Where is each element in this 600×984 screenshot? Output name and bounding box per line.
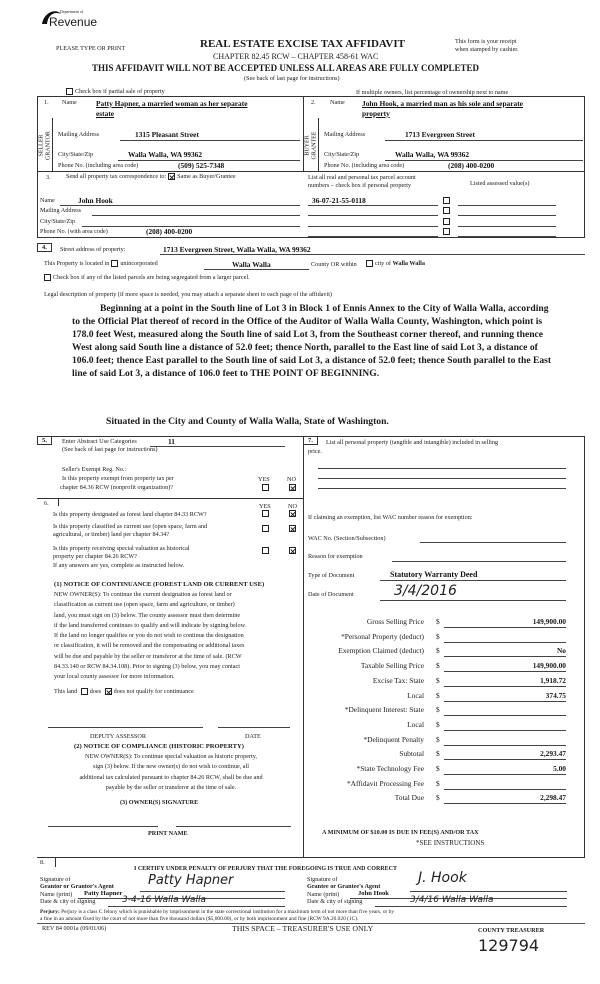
fee-row (306, 617, 568, 629)
fee-label: Exemption Claimed (deduct) (338, 646, 424, 656)
dollar-sign: $ (436, 764, 440, 773)
buyer-mailing-address[interactable]: 1713 Evergreen Street (405, 130, 475, 139)
completion-warning: THIS AFFIDAVIT WILL NOT BE ACCEPTED UNLESS ALL AREAS ARE FULLY COMPLETED (92, 63, 480, 73)
grantor-date-city[interactable]: 3-4-16 Walla Walla (122, 895, 206, 905)
notice-line: will be due and payable by the seller or transferor at the time of sale. (RCW (54, 652, 242, 660)
fee-label: Gross Selling Price (366, 617, 424, 626)
dollar-sign: $ (436, 675, 440, 685)
grantee-date-city[interactable]: 3/4/16 Walla Walla (410, 895, 494, 905)
multiple-owners-note: If multiple owners, list percentage of ownership next to name (356, 89, 509, 96)
historical-no-checkbox[interactable] (287, 547, 298, 554)
fee-label: Local (407, 690, 424, 700)
correspondence-name[interactable]: John Hook (78, 196, 113, 205)
personal-property-line[interactable] (318, 468, 566, 469)
fee-row (306, 632, 568, 644)
fee-row (306, 691, 568, 703)
wac-number-field[interactable] (420, 542, 566, 543)
fee-row (306, 764, 568, 776)
current-use-yes-checkbox[interactable] (260, 525, 271, 532)
notice-line: land, you must sign on (3) below. The county assessor must then determine (54, 611, 241, 619)
legal-description: Beginning at a point in the South line of Lot 3 in Block 1 of Ennis Annex to the City of Walla Walla, according to the Official Plat thereof of record in the Office of the Auditor of Walla Walla County, Washington, which point is 178.0 feet West, measured along the South line of said Lot 3, from the Southeast corner thereof, and running thence West along said South line a distance of 52.0 feet; thence North, parallel to the East line of said Lot 3, a distance of 106.0 feet; thence East parallel to the South line of said Lot 3, a distance of 52.0 feet; thence South parallel to the East line of said Lot 3, a distance of 106.0 feet to THE POINT OF BEGINNING. (72, 303, 552, 379)
grantee-print-name[interactable]: John Hook (358, 890, 389, 897)
dollar-sign: $ (436, 617, 440, 626)
notice-line: NEW OWNER(S): To continue special valuation as historic property, (85, 753, 257, 760)
notice-line: If the land no longer qualifies or you do not wish to continue the designation (54, 632, 244, 640)
fee-row (306, 793, 568, 805)
form-title: REAL ESTATE EXCISE TAX AFFIDAVIT (200, 38, 405, 50)
buyer-phone[interactable]: (208) 400-0200 (448, 161, 495, 170)
fee-label: *Delinquent Interest: State (344, 705, 424, 715)
buyer-name[interactable]: John Hook, a married man as his sole and separate (362, 99, 523, 108)
fee-value[interactable]: 2,298.47 (444, 793, 566, 804)
notice-of-compliance (46, 752, 296, 794)
notice-line: classification as current use (open space, farm and agriculture, or timber) (54, 601, 235, 609)
seller-mailing-address[interactable]: 1315 Pleasant Street (135, 130, 199, 139)
exempt-yes-checkbox[interactable] (260, 484, 271, 491)
fee-label: Excise Tax: State (372, 675, 424, 685)
fee-value[interactable] (444, 735, 566, 746)
buyer-grantee-label: BUYER GRANTEE (304, 131, 317, 160)
fee-label: *Affidavit Processing Fee (346, 778, 424, 788)
seller-phone[interactable]: (509) 525-7348 (178, 161, 225, 170)
document-type[interactable]: Statutory Warranty Deed (390, 570, 478, 579)
fee-row (306, 779, 568, 791)
fee-value[interactable]: 5.00 (444, 764, 566, 775)
fee-value[interactable]: 1,918.72 (444, 676, 566, 687)
notice-line: payable by the seller or transferor at the time of sale. (105, 784, 237, 792)
dollar-sign: $ (436, 793, 440, 803)
fee-label: *Personal Property (deduct) (341, 631, 424, 641)
receipt-note-1: This form is your receipt (455, 38, 517, 45)
perjury-notice: Perjury: Perjury is a class C felony which is punishable by imprisonment in the state correctional institution for a maximum term of not more than five years, or by (40, 909, 395, 915)
logo-small-text: Department of (60, 9, 84, 14)
fee-row (306, 661, 568, 673)
buyer-city[interactable]: Walla Walla, WA 99362 (395, 150, 470, 159)
fee-label: Local (407, 719, 424, 729)
logo (40, 8, 110, 30)
see-back-note: (See back of last page for instructions) (244, 75, 340, 82)
notice-line: 84.33.140 or RCW 84.34.108). Prior to signing (3) below, you may contact (54, 663, 240, 671)
personal-property-line[interactable] (318, 478, 566, 479)
type-note: PLEASE TYPE OR PRINT (56, 45, 126, 52)
dollar-sign: $ (436, 734, 440, 744)
fee-value[interactable] (444, 779, 566, 790)
historical-yes-checkbox[interactable] (260, 547, 271, 554)
dollar-sign: $ (436, 631, 440, 641)
fee-value[interactable] (444, 632, 566, 643)
fee-value[interactable] (444, 720, 566, 731)
property-street-address[interactable]: 1713 Evergreen Street, Walla Walla, WA 99362 (163, 245, 311, 254)
notice-line: your local county assessor for more information. (54, 673, 175, 681)
personal-property-checkbox[interactable] (441, 228, 452, 235)
fee-label: *State Technology Fee (356, 764, 424, 773)
personal-property-checkbox[interactable] (441, 207, 452, 214)
correspondence-phone[interactable]: (208) 400-0200 (146, 227, 193, 236)
seller-city[interactable]: Walla Walla, WA 99362 (128, 150, 203, 159)
correspondence-same-checkbox[interactable]: Send all property tax correspondence to: Same as Buyer/Grantee (66, 173, 236, 180)
within-city-checkbox[interactable]: city of Walla Walla (364, 260, 425, 267)
fee-value[interactable]: 149,900.00 (444, 661, 566, 672)
exempt-no-checkbox[interactable] (287, 484, 298, 491)
notice-line: additional tax calculated pursuant to chapter 84.26 RCW, shall be due and (79, 773, 263, 781)
forest-yes-checkbox[interactable] (260, 510, 271, 517)
dollar-sign: $ (436, 749, 440, 759)
fee-row (306, 705, 568, 717)
notice-line: NEW OWNER(S): To continue the current designation as forest land or (54, 591, 232, 598)
grantee-signature[interactable]: J. Hook (418, 870, 467, 886)
dollar-sign: $ (436, 646, 440, 656)
chapter-ref: CHAPTER 82.45 RCW – CHAPTER 458-61 WAC (213, 52, 379, 61)
parcel-number[interactable]: 36-07-21-55-0118 (312, 196, 366, 205)
forest-no-checkbox[interactable] (287, 510, 298, 517)
fee-row (306, 646, 568, 658)
dollar-sign: $ (436, 778, 440, 788)
personal-property-checkbox[interactable] (441, 218, 452, 225)
document-date[interactable]: 3/4/2016 (394, 583, 457, 599)
exemption-reason-field[interactable] (392, 561, 566, 562)
fee-value[interactable]: 2,293.47 (444, 749, 566, 760)
fee-value[interactable] (444, 705, 566, 716)
grantor-signature[interactable]: Patty Hapner (148, 873, 234, 888)
fee-row (306, 676, 568, 688)
fee-label: *Delinquent Penalty (363, 734, 424, 744)
fee-label: Taxable Selling Price (360, 661, 424, 671)
receipt-note-2: when stamped by cashier. (455, 46, 519, 53)
personal-property-line[interactable] (318, 488, 566, 489)
notice-line: sign (3) below. If the new owner(s) do not wish to continue, all (93, 763, 249, 771)
fee-row (306, 735, 568, 747)
dollar-sign: $ (436, 661, 440, 671)
seller-name[interactable]: Patty Hapner, a married woman as her separate (96, 99, 248, 108)
fee-value[interactable]: No (444, 646, 566, 657)
notice-of-continuance (54, 590, 300, 683)
receipt-number: 129794 (478, 936, 540, 955)
current-use-no-checkbox[interactable] (287, 525, 298, 532)
partial-sale-checkbox[interactable]: Check box if partial sale of property (64, 88, 165, 95)
seller-grantor-label: SELLER GRANTOR (38, 131, 51, 160)
continuance-checkboxes[interactable]: This land does does not qualify for continuance (54, 688, 194, 695)
notice-line: if the land transferred continues to qualify and will indicate by signing below. (54, 621, 247, 629)
segregated-checkbox[interactable]: Check box if any of the listed parcels are being segregated from a larger parcel. (42, 274, 250, 281)
unincorporated-checkbox[interactable]: This Property is located in unincorporated (44, 260, 158, 267)
fee-value[interactable]: 149,900.00 (444, 617, 566, 628)
dollar-sign: $ (436, 719, 440, 729)
grantor-print-name[interactable]: Patty Hapner (84, 890, 123, 897)
fee-label: Subtotal (399, 749, 424, 759)
fee-row (306, 749, 568, 761)
notice-line: or classification, it will be removed and the compensating or additional taxes (54, 642, 245, 650)
abstract-use-category[interactable]: 11 (168, 437, 175, 446)
dollar-sign: $ (436, 705, 440, 715)
fee-value[interactable]: 374.75 (444, 691, 566, 702)
situated-statement: Situated in the City and County of Walla Walla, State of Washington. (106, 416, 389, 427)
fee-row (306, 720, 568, 732)
fee-label: Total Due (394, 793, 424, 803)
logo-main-text: Revenue (49, 15, 98, 29)
personal-property-checkbox[interactable] (441, 197, 452, 204)
dollar-sign: $ (436, 690, 440, 700)
property-county[interactable]: Walla Walla (232, 260, 271, 269)
